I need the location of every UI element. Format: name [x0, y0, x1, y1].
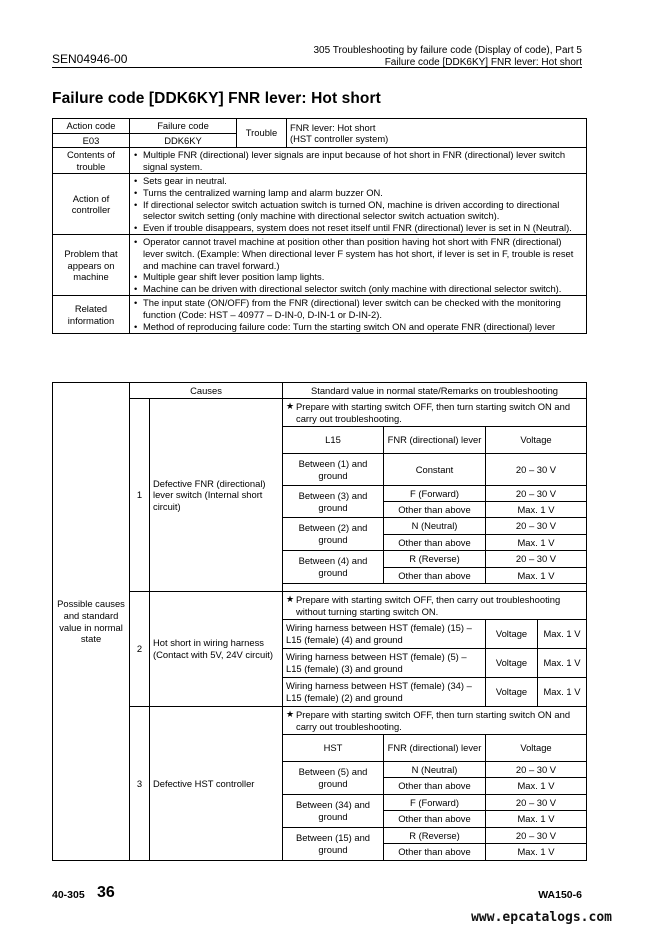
lever-position: Other than above	[384, 535, 486, 551]
action-code-value: E03	[53, 133, 130, 148]
voltage-header: Voltage	[486, 735, 587, 762]
harness-description: Wiring harness between HST (female) (5) – L15 (female) (3) and ground	[283, 649, 486, 678]
footer-section: 40-305	[52, 889, 85, 901]
pin-measure: Between (34) and ground	[283, 795, 384, 828]
voltage-value: Max. 1 V	[538, 649, 587, 678]
action-label: Action of controller	[53, 174, 130, 235]
problem-item: • Operator cannot travel machine at position other than position having hot short with FNR (directional) lever switch. (Example: When directional lever F system has hot short, if lever is set in F, trouble is reset and machine can travel forward.)	[133, 236, 583, 271]
voltage-value: 20 – 30 V	[486, 551, 587, 568]
section-header-line1: 305 Troubleshooting by failure code (Display of code), Part 5	[313, 45, 582, 56]
action-item: • Sets gear in neutral.	[133, 175, 583, 187]
cause-number: 1	[130, 399, 150, 592]
trouble-description	[287, 119, 587, 148]
causes-table	[52, 382, 587, 861]
action-item: • Even if trouble disappears, system does not reset itself until FNR (directional) lever is set in N (Neutral).	[133, 222, 583, 234]
pin-measure: Between (5) and ground	[283, 762, 384, 795]
voltage-value: Max. 1 V	[538, 678, 587, 707]
trouble-label: Trouble	[237, 119, 287, 148]
pin-measure: Between (2) and ground	[283, 518, 384, 551]
possible-causes-label: Possible causes and standard value in normal state	[53, 383, 130, 861]
voltage-value: 20 – 30 V	[486, 454, 587, 486]
cause-name: Hot short in wiring harness (Contact with 5V, 24V circuit)	[150, 592, 283, 707]
pin-measure: Between (1) and ground	[283, 454, 384, 486]
action-item: • If directional selector switch actuation switch is turned ON, machine is driven according to directional selector switch setting (only machine with directional selector switch actuation switch).	[133, 199, 583, 222]
lever-position: Other than above	[384, 778, 486, 795]
voltage-value: Max. 1 V	[486, 778, 587, 795]
lever-position: Other than above	[384, 811, 486, 828]
cause-number: 3	[130, 707, 150, 861]
connector-header: L15	[283, 427, 384, 454]
voltage-value: Max. 1 V	[486, 844, 587, 861]
trouble-line2: (HST controller system)	[290, 133, 389, 145]
lever-position: Constant	[384, 454, 486, 486]
voltage-value: Max. 1 V	[486, 811, 587, 828]
voltage-value: 20 – 30 V	[486, 828, 587, 844]
lever-position: F (Forward)	[384, 795, 486, 811]
voltage-header: Voltage	[486, 427, 587, 454]
action-code-label: Action code	[53, 119, 130, 134]
connector-header: HST	[283, 735, 384, 762]
pin-measure: Between (15) and ground	[283, 828, 384, 861]
model-name: WA150-6	[538, 889, 582, 901]
contents-label: Contents of trouble	[53, 148, 130, 174]
measure-type: Voltage	[486, 620, 538, 649]
lever-position: R (Reverse)	[384, 551, 486, 568]
section-header	[314, 45, 583, 69]
harness-description: Wiring harness between HST (female) (15) – L15 (female) (4) and ground	[283, 620, 486, 649]
related-item: • The input state (ON/OFF) from the FNR (directional) lever switch can be checked with the monitoring function (Code: HST – 40977 – D-IN-0, D-IN-1 or D-IN-2).	[133, 297, 583, 320]
lever-position: Other than above	[384, 568, 486, 584]
header-rule	[52, 67, 582, 68]
lever-position: R (Reverse)	[384, 828, 486, 844]
measure-type: Voltage	[486, 678, 538, 707]
trouble-line1: FNR lever: Hot short	[290, 121, 376, 133]
troubleshooting-note	[283, 707, 587, 735]
cause-number: 2	[130, 592, 150, 707]
failure-code-value: DDK6KY	[130, 133, 237, 148]
contents-text	[130, 148, 587, 174]
problem-text	[130, 235, 587, 296]
troubleshooting-note	[283, 592, 587, 620]
related-item: • Method of reproducing failure code: Turn the starting switch ON and operate FNR (directional) lever	[133, 321, 583, 333]
page-number: 36	[97, 884, 115, 901]
problem-item: • Multiple gear shift lever position lamp lights.	[133, 271, 583, 283]
troubleshooting-note	[283, 399, 587, 427]
voltage-value: Max. 1 V	[486, 535, 587, 551]
voltage-value: 20 – 30 V	[486, 762, 587, 778]
measure-type: Voltage	[486, 649, 538, 678]
pin-measure: Between (4) and ground	[283, 551, 384, 584]
standard-header: Standard value in normal state/Remarks on troubleshooting	[283, 383, 587, 399]
lever-position: Other than above	[384, 502, 486, 518]
cause-name: Defective FNR (directional) lever switch (Internal short circuit)	[150, 399, 283, 592]
related-label: Related information	[53, 296, 130, 334]
problem-item: • Machine can be driven with directional selector switch (only machine with directional selector switch).	[133, 283, 583, 295]
doc-code: SEN04946-00	[52, 52, 128, 66]
lever-position: N (Neutral)	[384, 518, 486, 535]
lever-position: F (Forward)	[384, 486, 486, 502]
star-note: ★ Prepare with starting switch OFF, then turn starting switch ON and carry out troubleshooting.	[286, 709, 583, 732]
causes-header: Causes	[130, 383, 283, 399]
pin-measure: Between (3) and ground	[283, 486, 384, 518]
cause-name: Defective HST controller	[150, 707, 283, 861]
lever-header: FNR (directional) lever	[384, 735, 486, 762]
related-text	[130, 296, 587, 334]
lever-position: N (Neutral)	[384, 762, 486, 778]
page-title: Failure code [DDK6KY] FNR lever: Hot short	[52, 90, 381, 107]
failure-code-label: Failure code	[130, 119, 237, 134]
voltage-value: Max. 1 V	[486, 502, 587, 518]
voltage-value: 20 – 30 V	[486, 486, 587, 502]
voltage-value: Max. 1 V	[538, 620, 587, 649]
harness-description: Wiring harness between HST (female) (34) – L15 (female) (2) and ground	[283, 678, 486, 707]
voltage-value: 20 – 30 V	[486, 518, 587, 535]
watermark: www.epcatalogs.com	[471, 910, 612, 925]
problem-label: Problem that appears on machine	[53, 235, 130, 296]
star-note: ★ Prepare with starting switch OFF, then carry out troubleshooting without turning starting switch ON.	[286, 594, 583, 617]
section-header-line2: Failure code [DDK6KY] FNR lever: Hot short	[384, 57, 582, 68]
contents-item: • Multiple FNR (directional) lever signals are input because of hot short in FNR (directional) lever switch signal system.	[133, 149, 583, 172]
failure-info-table	[52, 118, 587, 334]
star-note: ★ Prepare with starting switch OFF, then turn starting switch ON and carry out troubleshooting.	[286, 401, 583, 424]
voltage-value: Max. 1 V	[486, 568, 587, 584]
lever-position: Other than above	[384, 844, 486, 861]
voltage-value: 20 – 30 V	[486, 795, 587, 811]
action-item: • Turns the centralized warning lamp and alarm buzzer ON.	[133, 187, 583, 199]
action-text	[130, 174, 587, 235]
lever-header: FNR (directional) lever	[384, 427, 486, 454]
